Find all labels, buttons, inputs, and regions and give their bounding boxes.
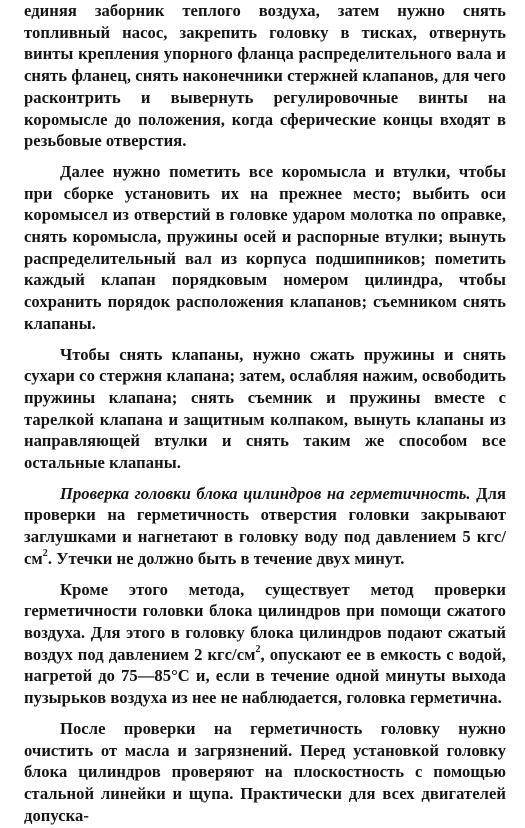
paragraph-4-text-b: . Утечки не должно быть в течение двух минут. bbox=[47, 548, 405, 568]
superscript: 2 bbox=[42, 548, 48, 560]
paragraph-2: Далее нужно пометить все коромысла и втулки, чтобы при сборке установить их на прежнее место; выбить оси коромысел из отверстий в головке ударом молотка по оправке, снять коромысла, пружины осей и распорные втулки; вынуть распределительный вал из корпуса подшипников; пометить каждый клапан порядковым номером цилиндра, чтобы сохранить порядок расположения клапанов; съемником снять клапаны. bbox=[24, 161, 506, 333]
paragraph-1: единяя заборник теплого воздуха, затем нужно снять топливный насос, закрепить головку в тисках, отвернуть винты крепления упорного фланца распределительного вала и снять фланец, снять наконечники стержней клапанов, для чего расконтрить и вывернуть регулировочные винты на коромысле до положения, когда сферические концы входят в резьбовые отверстия. bbox=[24, 1, 506, 151]
paragraph-5-text-a: Кроме этого метода, существует метод проверки герметичности головки блока цилиндров при помощи сжатого воздуха. Для этого в головку блока цилиндров подают сжатый воздух под давлением 2 кгс/см bbox=[24, 579, 506, 664]
section-heading: Проверка головки блока цилиндров на герметичность. bbox=[60, 483, 471, 503]
paragraph-4-text-a: Для проверки на герметичность отверстия головки закрывают заглушками и нагнетают в головку воду под давлением 5 кгс/см bbox=[24, 483, 506, 568]
document-page bbox=[24, 0, 506, 828]
paragraph-3: Чтобы снять клапаны, нужно сжать пружины и снять сухари со стержня клапана; затем, ослабляя нажим, освободить пружины клапана; снять съемник и пружины вместе с тарелкой клапана и защитным колпаком, вынуть клапаны из направляющей втулки и снять таким же способом все остальные клапаны. bbox=[24, 344, 506, 473]
paragraph-4 bbox=[24, 483, 506, 570]
superscript: 2 bbox=[255, 644, 261, 656]
paragraph-5-text-b: , опускают ее в емкость с водой, нагретой до 75—85°C и, если в течение одной минуты выхода пузырьков воздуха из нее не наблюдается, головка герметична. bbox=[24, 644, 506, 708]
paragraph-5 bbox=[24, 579, 506, 709]
paragraph-6: После проверки на герметичность головку нужно очистить от масла и загрязнений. Перед установкой головку блока цилиндров проверяют на плоскостность с помощью стальной линейки и щупа. Практически для всех двигателей допуска- bbox=[24, 718, 506, 825]
